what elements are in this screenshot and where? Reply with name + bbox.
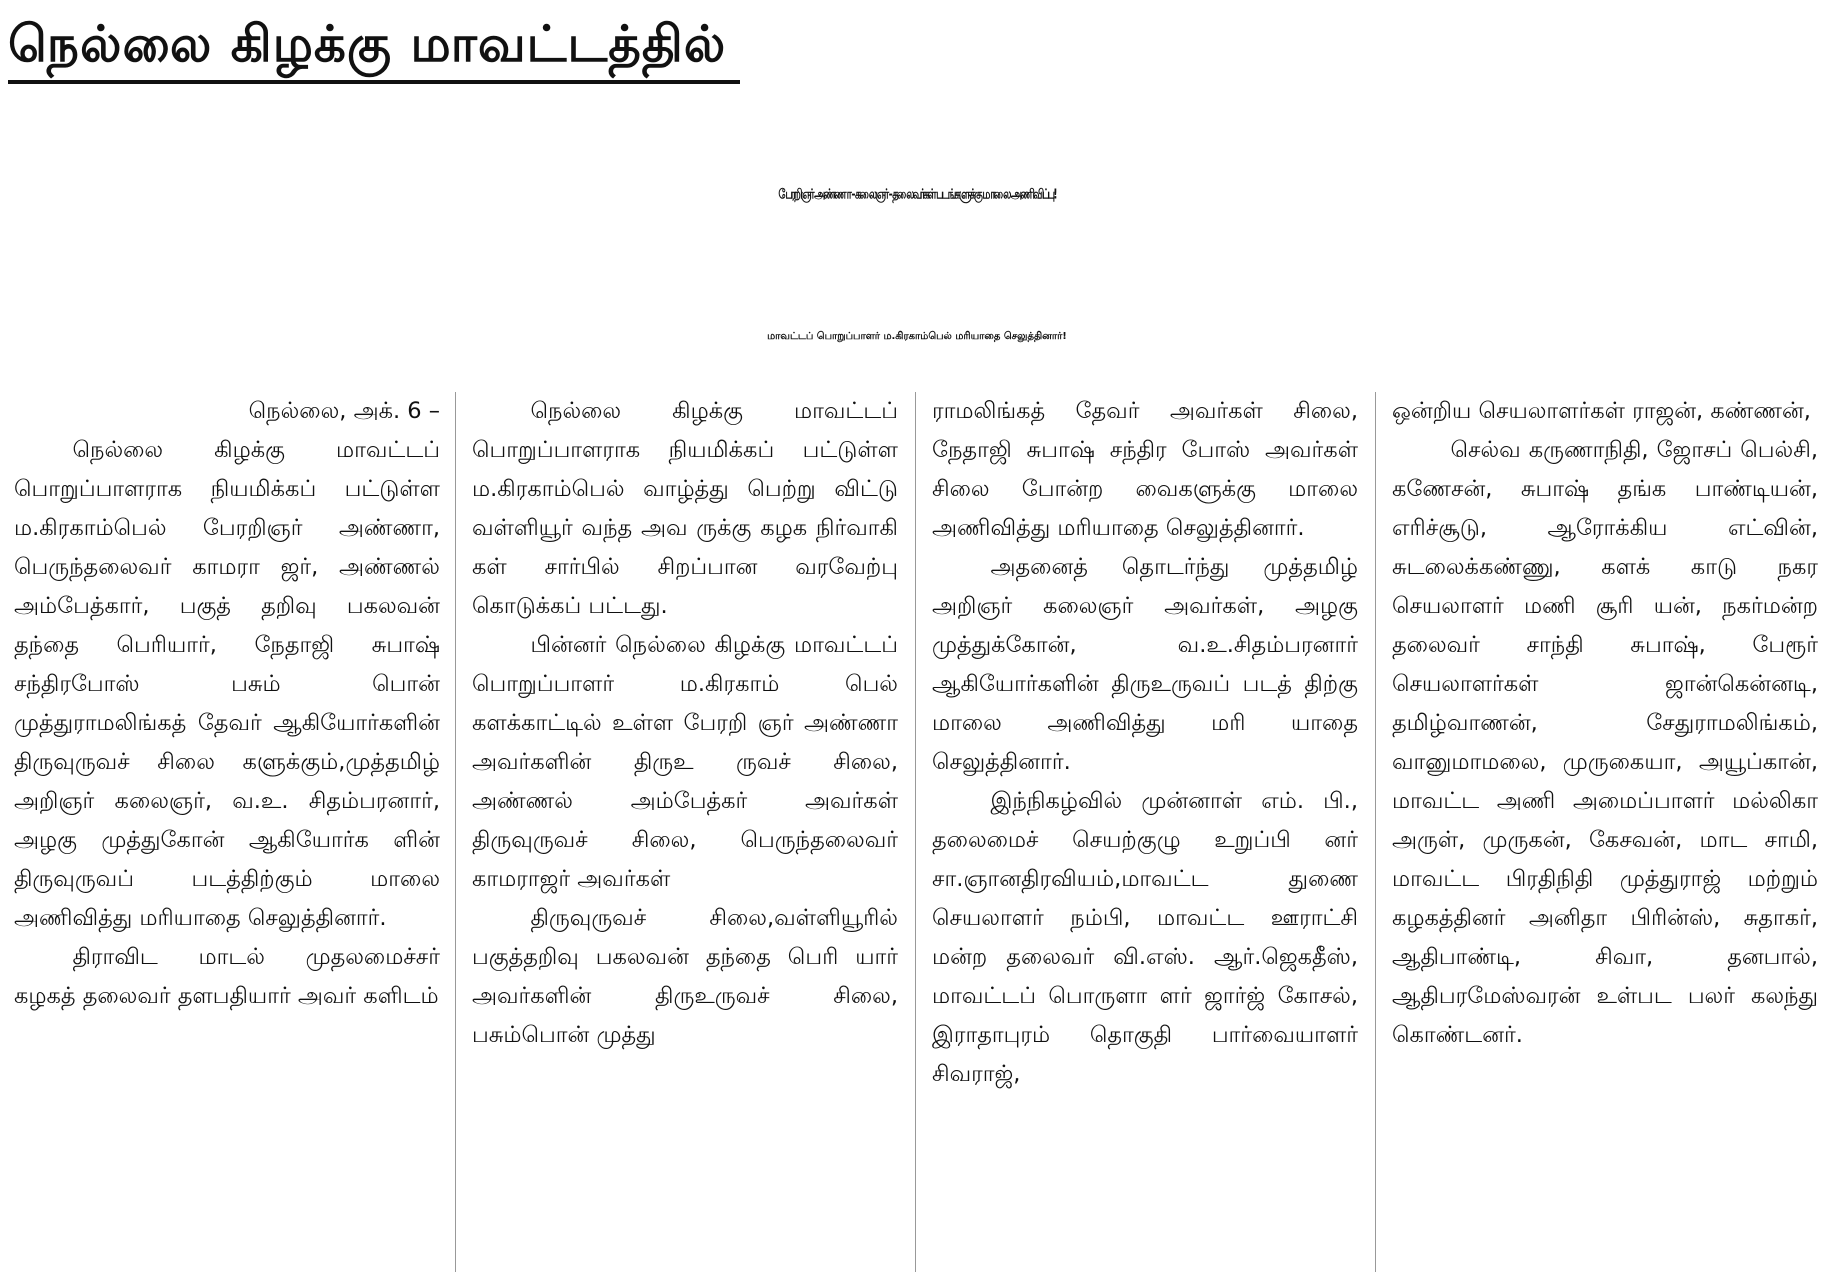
kicker-heading: நெல்லை கிழக்கு மாவட்டத்தில் xyxy=(8,8,740,84)
column-divider xyxy=(455,392,456,1272)
column-2 xyxy=(472,392,898,1272)
column-3 xyxy=(932,392,1358,1272)
paragraph: பின்னர் நெல்லை கிழக்கு மாவட்டப் பொறுப்பாளர் ம.கிரகாம் பெல் களக்காட்டில் உள்ள பேரறி ஞர் அண்ணா அவர்களின் திருஉ ருவச் சிலை, அண்ணல் அம்பேத்கர் அவர்கள் திருவுருவச் சிலை, பெருந்தலைவர் காமராஜர் அவர்கள் xyxy=(472,632,898,892)
paragraph: திருவுருவச் சிலை,வள்ளியூரில் பகுத்தறிவு பகலவன் தந்தை பெரி யார் அவர்களின் திருஉருவச் சிலை, பசும்பொன் முத்து xyxy=(472,905,898,1048)
column-divider xyxy=(1375,392,1376,1272)
paragraph: இந்நிகழ்வில் முன்னாள் எம். பி., தலைமைச் செயற்குழு உறுப்பி னர் சா.ஞானதிரவியம்,மாவட்ட துணை செயலாளர் நம்பி, மாவட்ட ஊராட்சி மன்ற தலைவர் வி.எஸ். ஆர்.ஜெகதீஸ், மாவட்டப் பொருளா ளர் ஜார்ஜ் கோசல், இராதாபுரம் தொகுதி பார்வையாளர் சிவராஜ், xyxy=(932,788,1358,1087)
headline: பேரறிஞர் அண்ணா - கலைஞர் - தலைவர்கள் படங்களுக்கு மாலை அணிவிப்பு! xyxy=(778,187,1056,203)
paragraph: நெல்லை கிழக்கு மாவட்டப் பொறுப்பாளராக நியமிக்கப் பட்டுள்ள ம.கிரகாம்பெல் வாழ்த்து பெற்று விட்டு வள்ளியூர் வந்த அவ ருக்கு கழக நிர்வாகி கள் சார்பில் சிறப்பான வரவேற்பு கொடுக்கப் பட்டது. xyxy=(472,398,898,619)
column-4 xyxy=(1392,392,1818,1272)
paragraph: ராமலிங்கத் தேவர் அவர்கள் சிலை, நேதாஜி சுபாஷ் சந்திர போஸ் அவர்கள் சிலை போன்ற வைகளுக்கு மாலை அணிவித்து மரியாதை செலுத்தினார். xyxy=(932,398,1358,541)
subheadline: மாவட்டப் பொறுப்பாளர் ம.கிரகாம்பெல் மரியாதை செலுத்தினார்! xyxy=(767,331,1067,342)
paragraph: அதனைத் தொடர்ந்து முத்தமிழ் அறிஞர் கலைஞர் அவர்கள், அழகு முத்துக்கோன், வ.உ.சிதம்பரனார் ஆகியோர்களின் திருஉருவப் படத் திற்கு மாலை அணிவித்து மரி யாதை செலுத்தினார். xyxy=(932,554,1358,775)
article-body xyxy=(0,392,1834,1272)
paragraph: திராவிட மாடல் முதலமைச்சர் கழகத் தலைவர் தளபதியார் அவர் களிடம் xyxy=(14,944,440,1009)
paragraph: ஒன்றிய செயலாளர்கள் ராஜன், கண்ணன், xyxy=(1392,398,1811,424)
paragraph: செல்வ கருணாநிதி, ஜோசப் பெல்சி, கணேசன், சுபாஷ் தங்க பாண்டியன், எரிச்சூடு, ஆரோக்கிய எட்வின், சுடலைக்கண்ணு, களக் காடு நகர செயலாளர் மணி சூரி யன், நகர்மன்ற தலைவர் சாந்தி சுபாஷ், பேரூர் செயலாளர்கள் ஜான்கென்னடி, தமிழ்வாணன், சேதுராமலிங்கம், வானுமாமலை, முருகையா, அயூப்கான், மாவட்ட அணி அமைப்பாளர் மல்லிகா அருள், முருகன், கேசவன், மாட சாமி, மாவட்ட பிரதிநிதி முத்துராஜ் மற்றும் கழகத்தினர் அனிதா பிரின்ஸ், சுதாகர், ஆதிபாண்டி, சிவா, தனபால், ஆதிபரமேஸ்வரன் உள்பட பலர் கலந்து கொண்டனர். xyxy=(1392,437,1818,1048)
column-divider xyxy=(915,392,916,1272)
dateline: நெல்லை, அக். 6 – xyxy=(248,398,440,424)
paragraph: நெல்லை கிழக்கு மாவட்டப் பொறுப்பாளராக நியமிக்கப் பட்டுள்ள ம.கிரகாம்பெல் பேரறிஞர் அண்ணா, பெருந்தலைவர் காமரா ஜர், அண்ணல் அம்பேத்கார், பகுத் தறிவு பகலவன் தந்தை பெரியார், நேதாஜி சுபாஷ் சந்திரபோஸ் பசும் பொன் முத்துராமலிங்கத் தேவர் ஆகியோர்களின் திருவுருவச் சிலை களுக்கும்,முத்தமிழ் அறிஞர் கலைஞர், வ.உ. சிதம்பரனார், அழகு முத்துகோன் ஆகியோர்க ளின் திருவுருவப் படத்திற்கும் மாலை அணிவித்து மரியாதை செலுத்தினார். xyxy=(14,437,440,931)
column-1 xyxy=(14,392,440,1272)
